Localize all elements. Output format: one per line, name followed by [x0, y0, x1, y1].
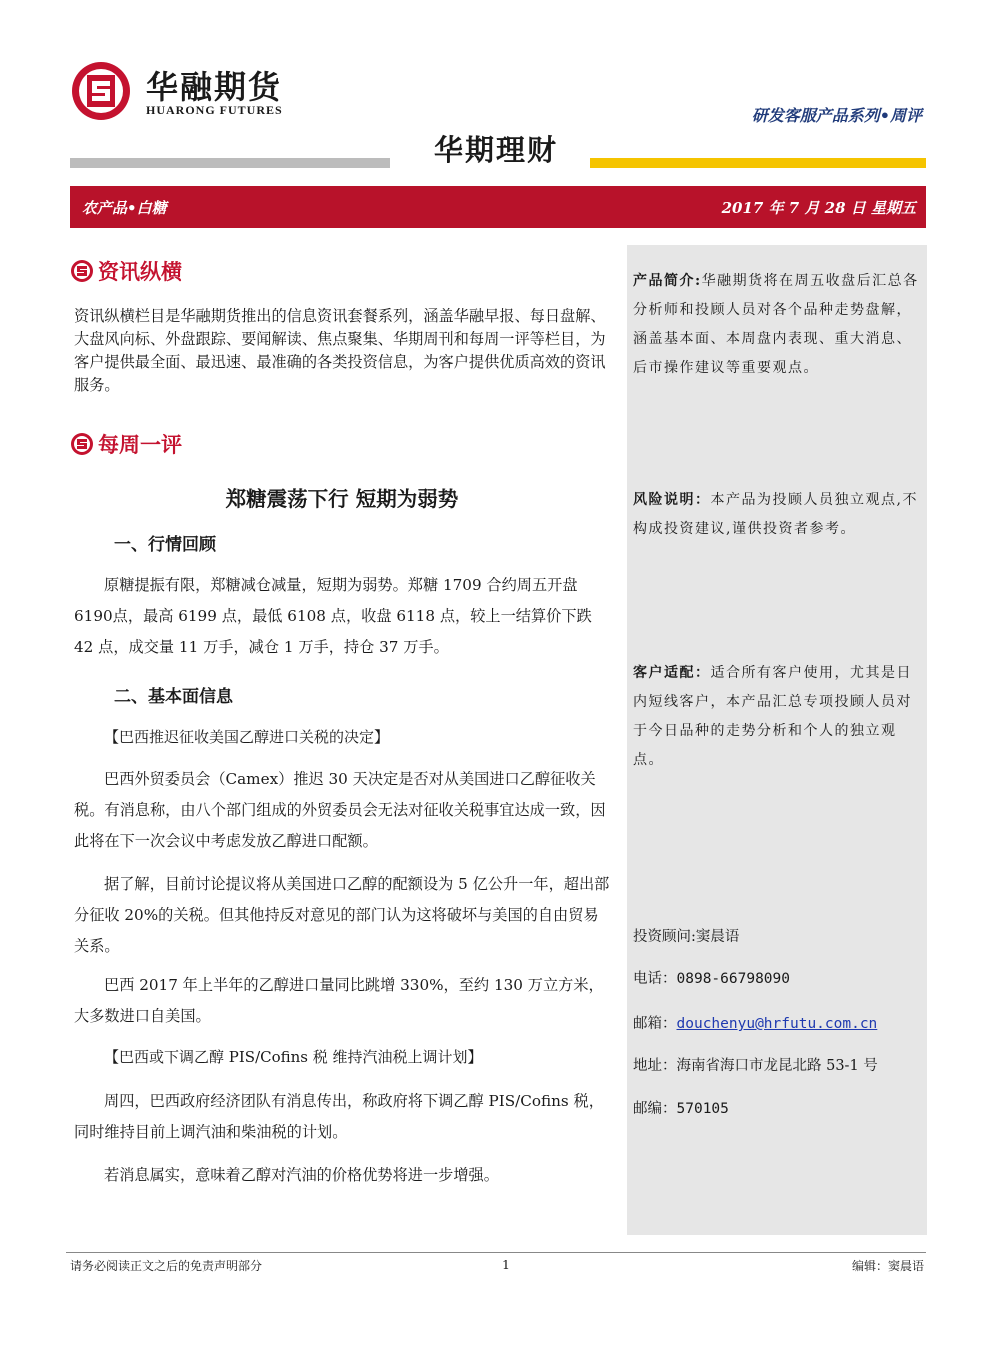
news-headline-2: 【巴西或下调乙醇 PIS/Cofins 税 维持汽油税上调计划】: [104, 1048, 483, 1066]
email-label: 邮箱：: [633, 1016, 677, 1032]
page-title: 华期理财: [433, 133, 558, 167]
news-description: 资讯纵横栏目是华融期货推出的信息资讯套餐系列，涵盖华融早报、每日盘解、大盘风向标、外盘跟踪、要闻解读、焦点聚集、华期周刊和每周一评等栏目，为客户提供最全面、最迅速、最准确的各类投资信息，为客户提供优质高效的资讯服务。: [74, 307, 606, 394]
brand-name-en: HUARONG FUTURES: [146, 103, 283, 117]
paragraph-market-review: 原糖提振有限，郑糖减仓减量，短期为弱势。郑糖 1709 合约周五开盘6190点，最高 6199 点，最低 6108 点，收盘 6118 点，较上一结算价下跌 42 点，成交量 11 万手，减仓 1 万手，持仓 37 万手。: [74, 576, 592, 656]
product-intro: [633, 267, 925, 383]
zip-value: 570105: [676, 1101, 729, 1117]
risk-notice: [633, 486, 925, 544]
section-header-weekly: [70, 429, 182, 459]
section-title-news: 资讯纵横: [98, 259, 182, 284]
phone-value: 0898-66798090: [676, 971, 790, 987]
product-series: 研发客服产品系列•周评: [751, 106, 922, 125]
footer-disclaimer-note: 请务必阅读正文之后的免责声明部分: [70, 1259, 263, 1273]
footer-editor: 编辑：窦晨语: [851, 1259, 924, 1273]
section-logo-icon: [70, 432, 94, 456]
client-suitability-text: 适合所有客户使用，尤其是日内短线客户，本产品汇总专项投顾人员对于今日品种的走势分析和个人的独立观点。: [633, 665, 912, 768]
client-suitability-label: 客户适配：: [633, 665, 711, 681]
zip-label: 邮编：: [633, 1101, 677, 1117]
brand-name-cn: 华融期货: [146, 68, 283, 106]
client-suitability: [633, 659, 925, 775]
contact-email: [633, 1012, 877, 1033]
contact-phone: [633, 967, 790, 988]
paragraph-tax: 周四，巴西政府经济团队有消息传出，称政府将下调乙醇 PIS/Cofins 税，同时维持目前上调汽油和柴油税的计划。: [74, 1092, 604, 1141]
page-number: 1: [502, 1257, 510, 1272]
subheading-market-review: 一、行情回顾: [114, 535, 216, 555]
product-intro-text: 华融期货将在周五收盘后汇总各分析师和投顾人员对各个品种走势盘解，涵盖基本面、本周盘内表现、重大消息、后市操作建议等重要观点。: [633, 273, 919, 376]
footer-divider: [66, 1252, 926, 1253]
risk-notice-text: 本产品为投顾人员独立观点,不构成投资建议,谨供投资者参考。: [633, 492, 918, 537]
paragraph-quota: 据了解，目前讨论提议将从美国进口乙醇的配额设为 5 亿公升一年，超出部分征收 20%的关税。但其他持反对意见的部门认为这将破坏与美国的自由贸易关系。: [74, 875, 610, 955]
section-header-news: [70, 256, 182, 286]
article-title: 郑糖震荡下行 短期为弱势: [225, 487, 459, 511]
section-title-weekly: 每周一评: [98, 432, 182, 457]
report-date: 2017 年 7 月 28 日 星期五: [721, 199, 916, 217]
news-headline-1: 【巴西推迟征收美国乙醇进口关税的决定】: [104, 728, 390, 746]
email-link[interactable]: douchenyu@hrfutu.com.cn: [676, 1016, 878, 1032]
subheading-fundamentals: 二、基本面信息: [114, 687, 233, 707]
risk-notice-label: 风险说明：: [633, 492, 711, 508]
contact-zip: [633, 1097, 729, 1118]
huarong-logo-icon: [70, 60, 132, 122]
address-value: 海南省海口市龙昆北路 53-1 号: [676, 1058, 878, 1074]
contact-address: [633, 1054, 878, 1075]
category-label: 农产品•白糖: [82, 199, 167, 217]
product-intro-label: 产品简介:: [633, 273, 702, 289]
advisor-name: 投资顾问:窦晨语: [633, 929, 740, 945]
paragraph-outlook: 若消息属实，意味着乙醇对汽油的价格优势将进一步增强。: [104, 1166, 499, 1184]
phone-label: 电话：: [633, 971, 677, 987]
category-bar: [70, 186, 926, 228]
address-label: 地址：: [633, 1058, 677, 1074]
paragraph-camex: 巴西外贸委员会（Camex）推迟 30 天决定是否对从美国进口乙醇征收关税。有消息称，由八个部门组成的外贸委员会无法对征收关税事宜达成一致，因此将在下一次会议中考虑发放乙醇进口配额。: [74, 770, 606, 850]
paragraph-imports: 巴西 2017 年上半年的乙醇进口量同比跳增 330%，至约 130 万立方米，大多数进口自美国。: [74, 976, 604, 1025]
section-logo-icon: [70, 259, 94, 283]
